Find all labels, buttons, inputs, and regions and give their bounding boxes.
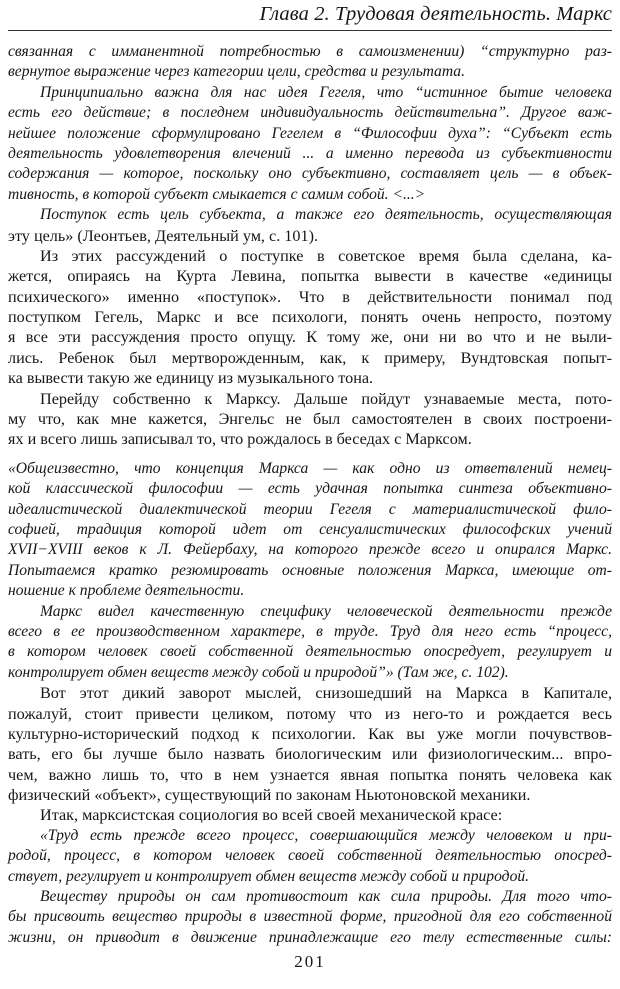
text-line: Перейду собственно к Марксу. Дальше пойдут узнаваемые места, пото- — [40, 389, 612, 408]
text-line: кой классической философии — есть удачная попытка синтеза объективно- — [8, 480, 612, 498]
text-line: «Общеизвестно, что концепция Маркса — как одно из ответвлений немец- — [8, 459, 612, 477]
page-number: 201 — [294, 952, 326, 971]
text-line: тивность, в которой субъект смыкается с самим собой. <...> — [8, 185, 426, 203]
text-line: ка вывести такую же единицу из музыкального тона. — [8, 369, 374, 388]
text-line: чем, важно лишь то, что в нем узнается явная попытка понять человека как — [8, 765, 612, 784]
text-line: ях и всего лишь записывал то, что рождалось в беседах с Марксом. — [8, 430, 472, 449]
text-line: контролирует обмен веществ между собой и природой”» (Там же, с. 102). — [8, 663, 509, 681]
text-line: Веществу природы он сам противостоит как сила природы. Для того что- — [40, 888, 612, 906]
text-line: я все эти рассуждения просто опущу. К тому же, они ни во что и не выли- — [8, 328, 612, 347]
text-line: софией, традиция которой идет от сенсуалистических философских учений — [8, 520, 612, 538]
text-line: бы присвоить вещество природы в известной форме, пригодной для его собственной — [8, 908, 612, 926]
text-line: психического» именно «поступок». Что в действительности понимал под — [8, 287, 612, 306]
text-line: связанная с имманентной потребностью в самоизменении) “структурно раз- — [8, 43, 612, 60]
text-line: Поступок есть цель субъекта, а также его деятельность, осуществляющая — [40, 206, 612, 224]
text-line: родой, процесс, в котором человек своей собственной деятельностью опосред- — [8, 847, 612, 865]
text-line: му что, как мне кажется, Энгельс не был самостоятелен в своих построени- — [8, 410, 612, 429]
text-line: поступком Гегель, Маркс и все психологи, понять очень непросто, поэтому — [8, 308, 612, 327]
text-line: ствует, регулирует и контролирует обмен веществ между собой и природой. — [8, 867, 530, 885]
paragraph-gap — [8, 450, 612, 459]
text-line: нейшее положение сформулировано Гегелем в “Философии духа”: “Субъект есть — [8, 124, 612, 142]
text-line: содержания — которое, поскольку оно субъективно, составляет цель — в объек- — [8, 165, 612, 183]
text-line: вернутое выражение через категории цели, средства и результата. — [8, 63, 465, 81]
text-line: вать, его бы лучше было назвать биологическим или физиологическим... впро- — [8, 745, 612, 764]
text-line: в котором человек своей собственной деятельностью опосредует, регулирует и — [8, 643, 612, 661]
running-header — [8, 0, 612, 31]
text-line: лись. Ребенок был мертворожденным, как, к примеру, Вундтовская попыт- — [8, 348, 612, 367]
text-line: Попытаемся кратко резюмировать основные положения Маркса, имеющие от- — [8, 561, 612, 579]
text-line: культурно-исторический подход к психологии. Как вы уже могли почувствов- — [8, 724, 612, 743]
page-body-text — [8, 42, 612, 948]
text-line: жизни, он приводит в движение принадлежащие его телу естественные силы: — [8, 928, 612, 946]
text-line: жется, опираясь на Курта Левина, попытка вывести в качестве «единицы — [8, 267, 612, 286]
text-line: XVII−XVIII веков к Л. Фейербаху, на которого прежде всего и опирался Маркс. — [8, 541, 612, 559]
text-line: эту цель» (Леонтьев, Деятельный ум, с. 101). — [8, 226, 319, 245]
text-line: Из этих рассуждений о поступке в советское время была сделана, ка- — [40, 246, 612, 265]
text-line: Маркс видел качественную специфику человеческой деятельности прежде — [40, 602, 612, 620]
text-line: всего в ее производственном характере, в труде. Труд для него есть “процесс, — [8, 622, 612, 640]
text-line: физический «объект», существующий по законам Ньютоновской механики. — [8, 786, 531, 805]
text-line: Итак, марксистская социология во всей своей механической красе: — [40, 806, 503, 825]
text-line: есть его действие; в последнем индивидуальность действительна”. Другое важ- — [8, 104, 612, 122]
text-line: Вот этот дикий заворот мыслей, снизошедший на Маркса в Капитале, — [40, 684, 612, 703]
text-line: деятельность удовлетворения влечений ... а именно перевода из субъективности — [8, 144, 612, 162]
text-line: «Труд есть прежде всего процесс, совершающийся между человеком и при- — [40, 826, 612, 844]
text-line: ношение к проблеме деятельности. — [8, 582, 245, 600]
text-line: Принципиально важна для нас идея Гегеля, что “истинное бытие человека — [40, 83, 612, 101]
text-line: идеалистической диалектической теории Гегеля с материалистической фило- — [8, 500, 612, 518]
text-line: пожалуй, стоит привести целиком, потому что из него-то и рождается весь — [8, 704, 612, 723]
chapter-title: Глава 2. Трудовая деятельность. Маркс — [259, 3, 612, 25]
